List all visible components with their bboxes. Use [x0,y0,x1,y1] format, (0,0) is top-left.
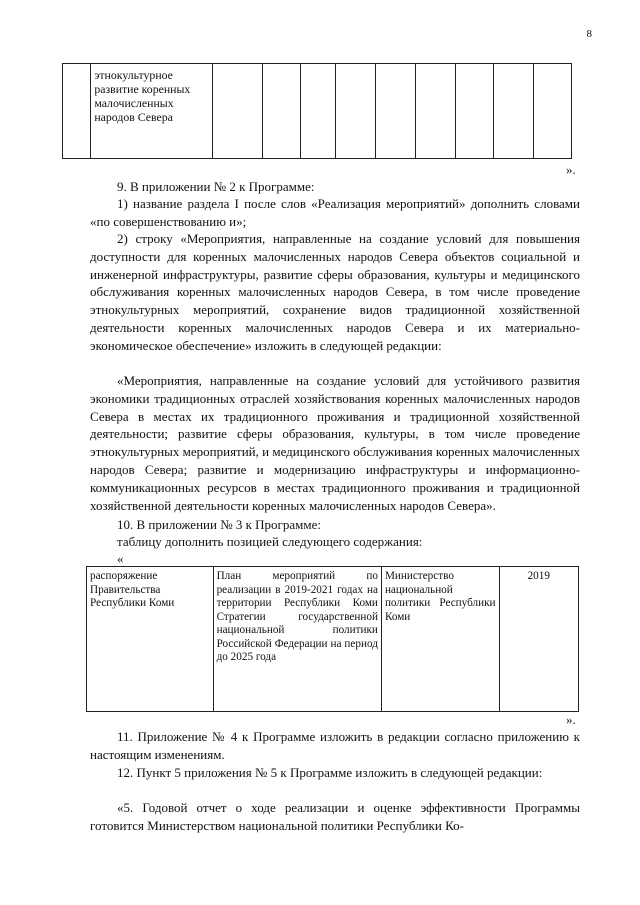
table-cell [213,64,263,159]
table-cell [263,64,301,159]
table-cell [415,64,455,159]
paragraph-12-quote: «5. Годовой отчет о ходе реализации и оценке эффективности Программы готовится Министерством национальной политики Республики Ко- [90,800,580,833]
table-cell-document: распоряжение Правительства Республики Коми [87,567,214,712]
table-cell-year: 2019 [499,567,578,712]
table-row [87,567,579,712]
closing-quote-1: ». [566,162,576,177]
table-cell-plan: План мероприятий по реализации в 2019-2021 годах на территории Республики Коми Стратегии государственной национальной политики Российской Федерации на период до 2025 года [213,567,381,712]
paragraph-9-quote: «Мероприятия, направленные на создание условий для устойчивого развития экономики традиционных отраслей хозяйствования коренных малочисленных народов Севера в местах их традиционного проживания и традиционной хозяйственной деятельности; развитие сферы образования, культуры, в том числе проведение этнокультурных мероприятий, и медицинского обслуживания коренных малочисленных народов Севера; развитие и модернизацию инфраструктуры и информационно-коммуникационных ресурсов в местах традиционного проживания и традиционной хозяйственной деятельности коренных малочисленных народов Севера». [90,373,580,513]
table-cell-ministry: Министерство национальной политики Республики Коми [381,567,499,712]
table-cell-text: этнокультурное развитие коренных малочисленных народов Севера [91,64,213,159]
table-cell [493,64,533,159]
paragraph-11: 11. Приложение № 4 к Программе изложить в редакции согласно приложению к настоящим изменениям. [90,729,580,762]
table-cell [455,64,493,159]
table-new-position [86,566,579,712]
paragraph-10: 10. В приложении № 3 к Программе: [117,517,321,532]
table-fragment-top [62,63,572,159]
paragraph-10-1: таблицу дополнить позицией следующего содержания: [117,534,423,549]
paragraph-12: 12. Пункт 5 приложения № 5 к Программе изложить в следующей редакции: [117,765,543,780]
table-cell [63,64,91,159]
paragraph-9: 9. В приложении № 2 к Программе: [117,179,315,194]
closing-quote-2: ». [566,712,576,727]
table-cell [533,64,571,159]
table-cell [335,64,375,159]
table-row [63,64,572,159]
paragraph-9-1: 1) название раздела I после слов «Реализация мероприятий» дополнить словами «по совершенствованию и»; [90,196,580,229]
page-number: 8 [586,28,592,40]
paragraph-9-2: 2) строку «Мероприятия, направленные на создание условий для повышения доступности для коренных малочисленных народов Севера объектов социальной и инженерной инфраструктуры, развитие сферы образования, культуры и медицинского обслуживания коренных малочисленных народов Севера, в том числе проведение этнокультурных мероприятий, сохранение видов традиционной хозяйственной деятельности коренных малочисленных народов Севера и их материально-экономическое обеспечение» изложить в следующей редакции: [90,231,580,353]
table-cell [301,64,335,159]
table-cell [375,64,415,159]
open-quote: « [117,551,124,566]
